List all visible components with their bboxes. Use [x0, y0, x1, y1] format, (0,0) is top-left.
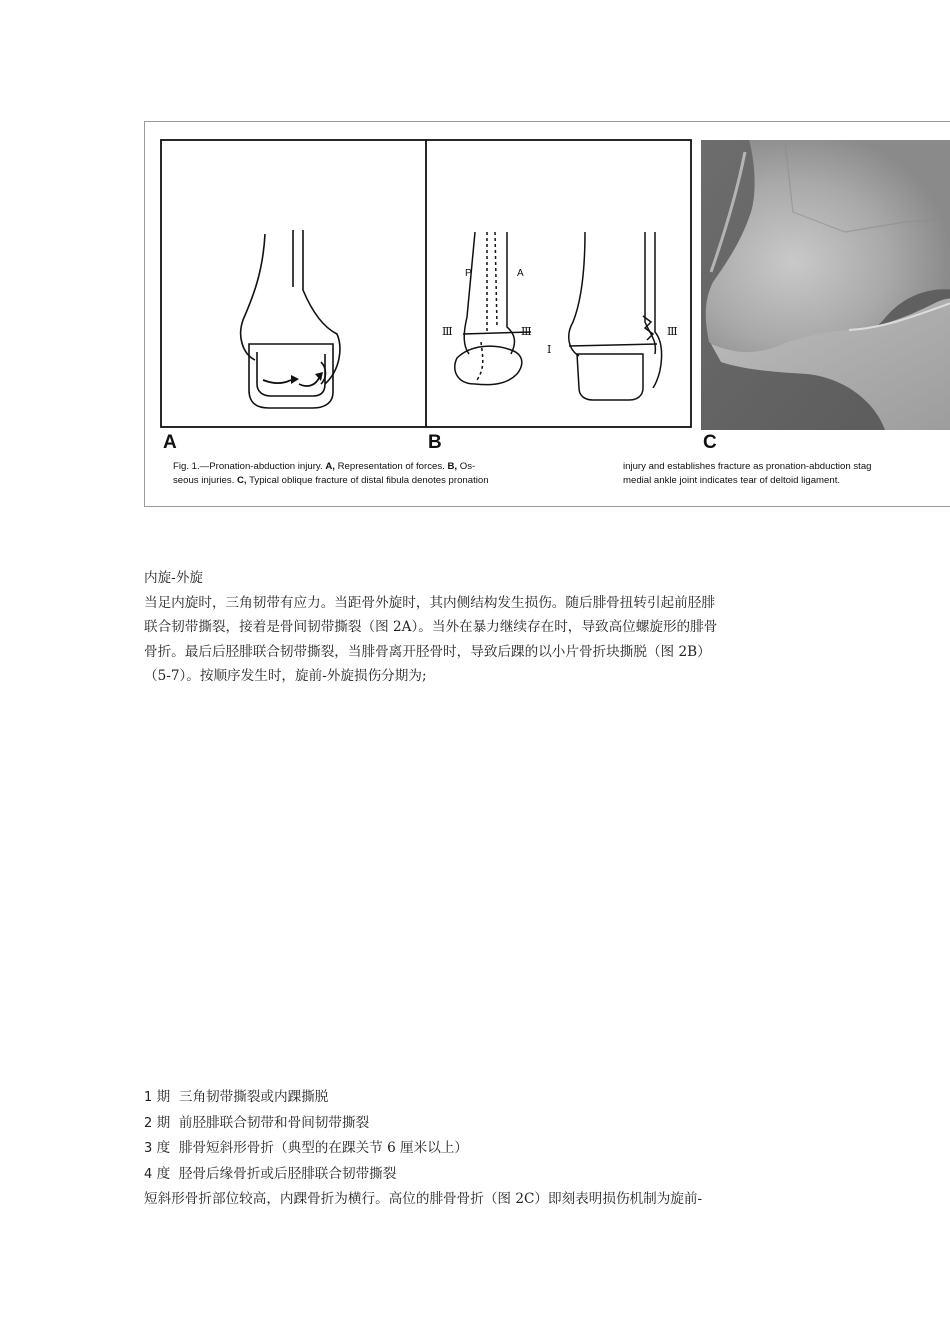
stage-list: [144, 1085, 814, 1212]
label-roman-right: Ⅲ: [521, 325, 532, 338]
stage-item: 4 度 胫骨后缘骨折或后胫腓联合韧带撕裂: [144, 1165, 397, 1182]
para-line-2: 联合韧带撕裂，接着是骨间韧带撕裂（图 2A）。当外在暴力继续存在时，导致高位螺旋形的腓骨: [144, 619, 718, 635]
figure-illustration: [145, 122, 950, 506]
closing-line: 短斜形骨折部位较高，内踝骨折为横行。高位的腓骨骨折（图 2C）即刻表明损伤机制为旋前-: [144, 1191, 703, 1207]
caption-right-line-1: injury and establishes fracture as pronation-abduction stag: [623, 461, 872, 472]
figure-pronation-abduction: [144, 121, 950, 507]
label-p: P: [465, 268, 472, 279]
panel-label-a: A: [163, 432, 177, 453]
panel-c-xray: [701, 140, 950, 430]
caption-left-line-2: seous injuries. C, Typical oblique fracture of distal fibula denotes pronation: [173, 475, 489, 486]
caption-left-line-1: Fig. 1.—Pronation-abduction injury. A, Representation of forces. B, Os-: [173, 461, 476, 472]
panel-label-b: B: [428, 432, 442, 453]
stage-item: 1 期 三角韧带撕裂或内踝撕脱: [144, 1089, 329, 1105]
section-heading: 内旋-外旋: [144, 570, 203, 586]
label-roman-left: Ⅲ: [442, 325, 453, 338]
figure-caption-right: [623, 460, 872, 488]
para-line-1: 当足内旋时，三角韧带有应力。当距骨外旋时，其内侧结构发生损伤。随后腓骨扭转引起前胫腓: [144, 594, 715, 611]
stage-item: 2 期 前胫腓联合韧带和骨间韧带撕裂: [144, 1114, 370, 1131]
section-body: [144, 566, 814, 689]
label-roman-far: Ⅲ: [667, 325, 678, 338]
para-line-3: 骨折。最后后胫腓联合韧带撕裂，当腓骨离开胫骨时，导致后踝的以小片骨折块撕脱（图 2B）: [144, 643, 711, 660]
label-roman-one: Ⅰ: [547, 343, 552, 356]
label-a: A: [517, 268, 524, 279]
panel-label-c: C: [703, 432, 717, 453]
caption-right-line-2: medial ankle joint indicates tear of deltoid ligament.: [623, 475, 841, 486]
figure-caption-left: [173, 460, 489, 488]
stage-item: 3 度 腓骨短斜形骨折（典型的在踝关节 6 厘米以上）: [144, 1140, 469, 1156]
para-line-4: （5-7）。按顺序发生时，旋前-外旋损伤分期为;: [144, 668, 427, 684]
